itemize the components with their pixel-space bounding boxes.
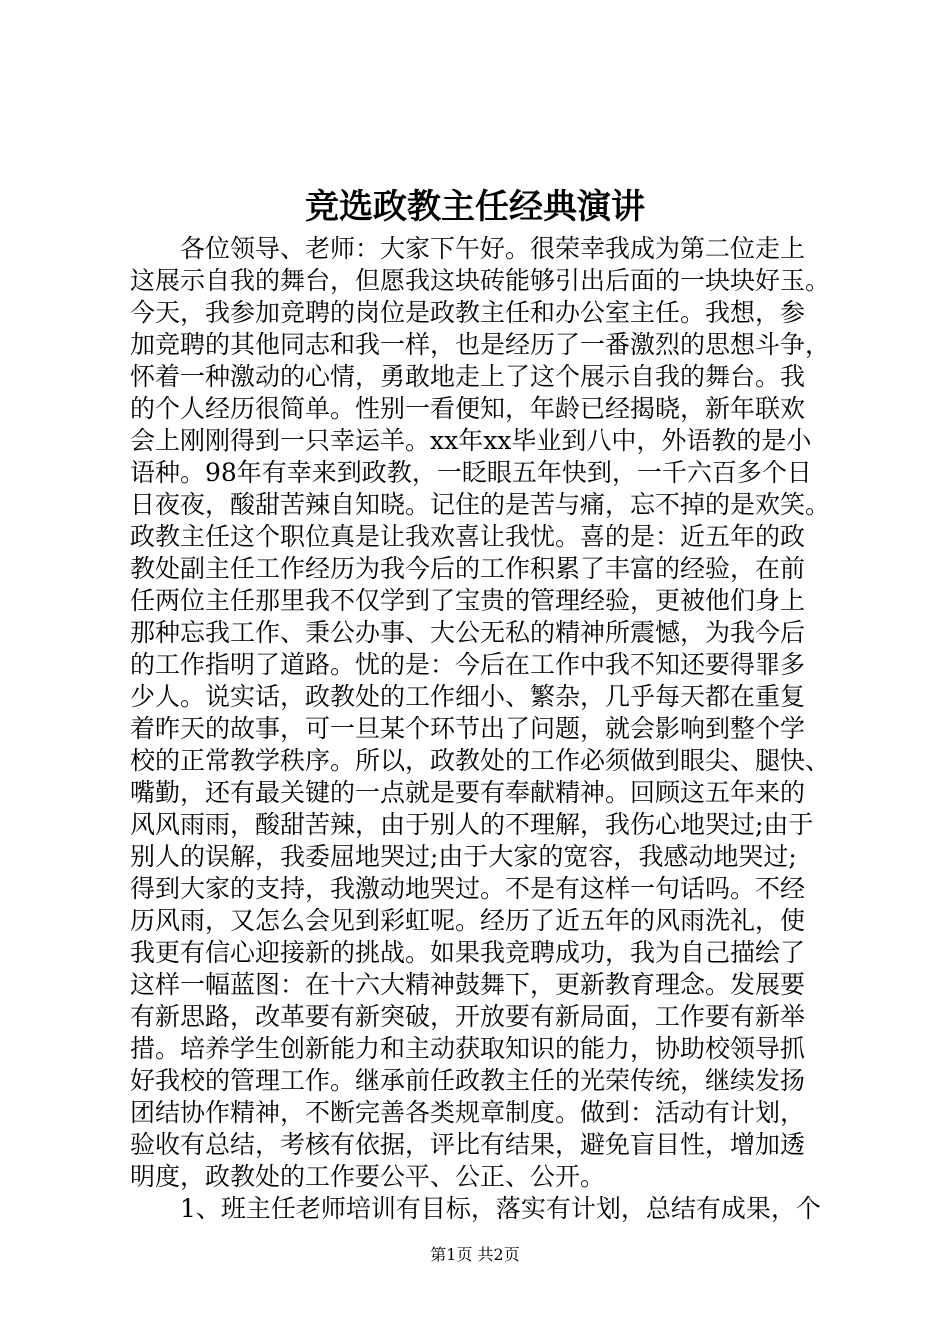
text-line: 各位领导、老师：大家下午好。很荣幸我成为第二位走上	[180, 234, 806, 263]
text-line: 校的正常教学秩序。所以，政教处的工作必须做到眼尖、腿快、	[130, 746, 830, 775]
document-body	[130, 233, 830, 1225]
text-line: 有新思路，改革要有新突破，开放要有新局面，工作要有新举	[130, 1002, 806, 1031]
text-line: 验收有总结，考核有依据，评比有结果，避免盲目性，增加透	[130, 1130, 806, 1159]
text-line: 的工作指明了道路。忧的是：今后在工作中我不知还要得罪多	[130, 650, 806, 679]
document-title: 竞选政教主任经典演讲	[305, 187, 645, 227]
text-line: 团结协作精神，不断完善各类规章制度。做到：活动有计划，	[130, 1098, 806, 1127]
text-line: 怀着一种激动的心情，勇敢地走上了这个展示自我的舞台。我	[130, 362, 806, 391]
page-footer: 第1页 共2页	[430, 1245, 520, 1264]
text-line: 着昨天的故事，可一旦某个环节出了问题，就会影响到整个学	[130, 714, 806, 743]
text-line: 我更有信心迎接新的挑战。如果我竞聘成功，我为自己描绘了	[130, 938, 806, 967]
text-line: 日夜夜，酸甜苦辣自知晓。记住的是苦与痛，忘不掉的是欢笑。	[130, 490, 830, 519]
text-line: 1、班主任老师培训有目标，落实有计划，总结有成果，个	[180, 1194, 821, 1223]
text-line: 今天，我参加竞聘的岗位是政教主任和办公室主任。我想，参	[130, 298, 806, 327]
text-line: 那种忘我工作、秉公办事、大公无私的精神所震憾，为我今后	[130, 618, 806, 647]
text-line: 得到大家的支持，我激动地哭过。不是有这样一句话吗。不经	[130, 874, 806, 903]
text-line: 明度，政教处的工作要公平、公正、公开。	[130, 1162, 606, 1191]
text-line: 任两位主任那里我不仅学到了宝贵的管理经验，更被他们身上	[130, 586, 806, 615]
text-line: 历风雨，又怎么会见到彩虹呢。经历了近五年的风雨洗礼，使	[130, 906, 806, 935]
text-line: 少人。说实话，政教处的工作细小、繁杂，几乎每天都在重复	[130, 682, 806, 711]
text-line: 会上刚刚得到一只幸运羊。xx年xx毕业到八中，外语教的是小	[130, 426, 812, 455]
text-line: 嘴勤，还有最关键的一点就是要有奉献精神。回顾这五年来的	[130, 778, 806, 807]
text-line: 的个人经历很简单。性别一看便知，年龄已经揭晓，新年联欢	[130, 394, 806, 423]
text-line: 措。培养学生创新能力和主动获取知识的能力，协助校领导抓	[130, 1034, 806, 1063]
text-line: 政教主任这个职位真是让我欢喜让我忧。喜的是：近五年的政	[130, 522, 806, 551]
text-line: 好我校的管理工作。继承前任政教主任的光荣传统，继续发扬	[130, 1066, 806, 1095]
text-line: 语种。98年有幸来到政教，一眨眼五年快到，一千六百多个日	[130, 458, 812, 487]
text-line: 这样一幅蓝图：在十六大精神鼓舞下，更新教育理念。发展要	[130, 970, 806, 999]
text-line: 风风雨雨，酸甜苦辣，由于别人的不理解，我伤心地哭过;由于	[130, 810, 814, 839]
text-line: 这展示自我的舞台，但愿我这块砖能够引出后面的一块块好玉。	[130, 266, 830, 295]
text-line: 加竞聘的其他同志和我一样，也是经历了一番激烈的思想斗争，	[130, 330, 830, 359]
text-line: 别人的误解，我委屈地哭过;由于大家的宽容，我感动地哭过;	[130, 842, 797, 871]
text-line: 教处副主任工作经历为我今后的工作积累了丰富的经验，在前	[130, 554, 806, 583]
